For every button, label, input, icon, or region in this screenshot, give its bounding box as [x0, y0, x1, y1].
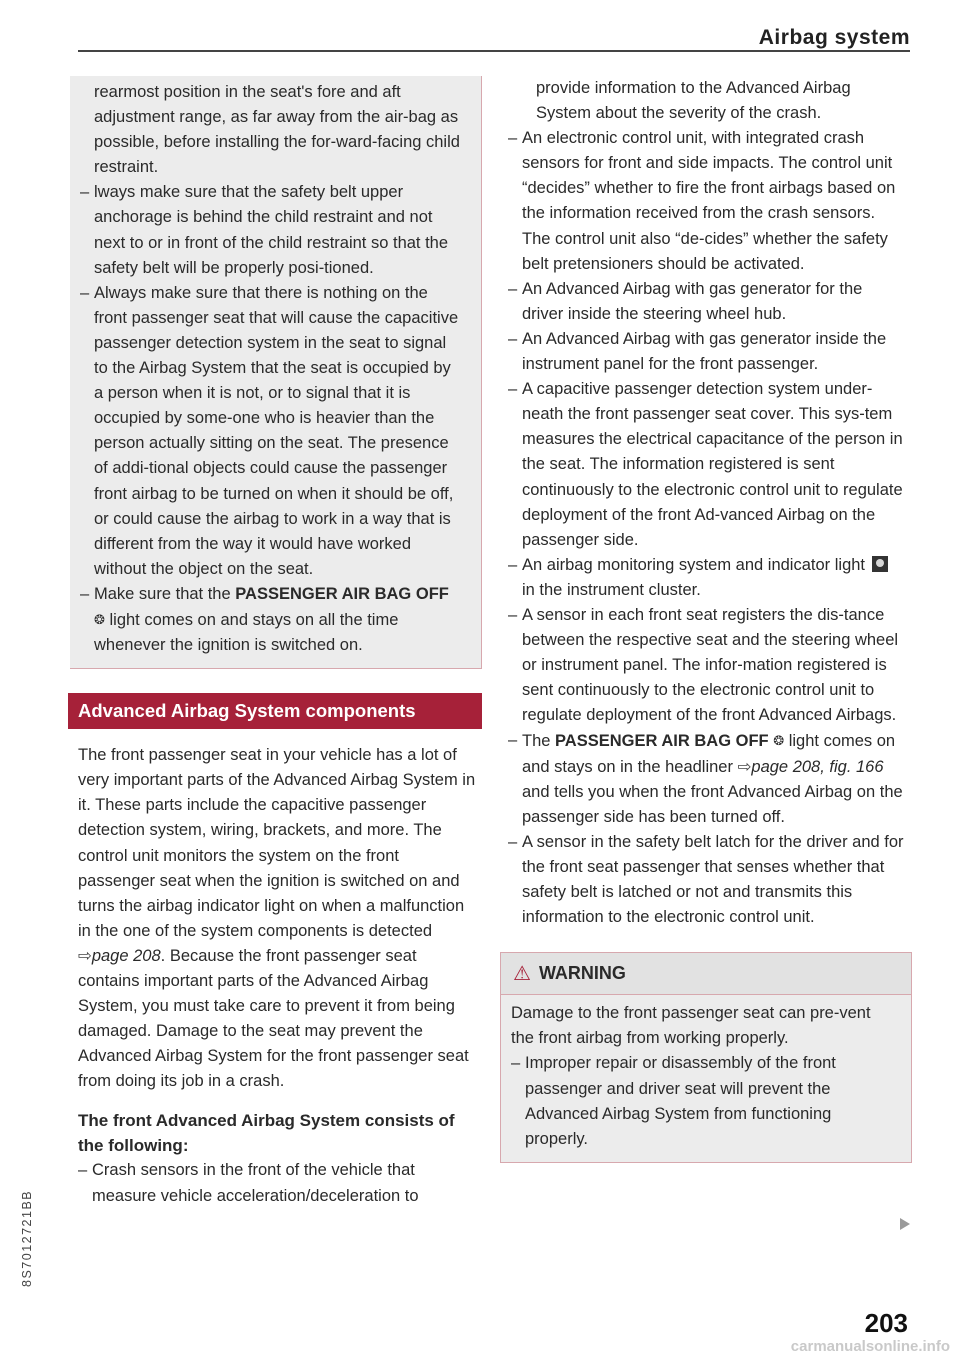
continue-arrow-icon	[900, 1218, 910, 1230]
component-item-pab: – The PASSENGER AIR BAG OFF ❂ light comes on and stays on in the headliner ⇨page 208, fig. 166 and tells you when the front Advanced Airbag on the passenger side has been turned off.	[508, 728, 906, 829]
component-item: – A sensor in the safety belt latch for the driver and for the front seat passenger that senses whether that safety belt is latched or not and transmits this information to the electronic control unit.	[508, 830, 906, 930]
caution-item: – lways make sure that the safety belt upper anchorage is behind the child restraint and not next to or in front of the child restraint so that the safety belt will be properly posi-tioned.	[80, 180, 463, 280]
header-rule	[78, 50, 910, 52]
warning-header	[501, 953, 911, 995]
component-item-monitor: – An airbag monitoring system and indicator light in the instrument cluster.	[508, 553, 906, 603]
warning-intro: Damage to the front passenger seat can pre-vent the front airbag from working properly.	[511, 1004, 871, 1048]
component-item: – An Advanced Airbag with gas generator inside the instrument panel for the front passenger.	[508, 327, 906, 377]
component-item: – Crash sensors in the front of the vehicle that measure vehicle acceleration/deceleration to	[78, 1158, 476, 1208]
reference-arrow-icon: ⇨	[737, 757, 752, 776]
caution-box	[70, 76, 482, 669]
warning-title: WARNING	[538, 963, 626, 984]
watermark: carmanualsonline.info	[790, 1338, 950, 1355]
page-reference-link[interactable]: page 208, fig. 166	[751, 757, 884, 776]
section-heading: Advanced Airbag System components	[68, 693, 482, 729]
components-subheading: The front Advanced Airbag System consists of the following:	[78, 1111, 455, 1156]
pab-label: PASSENGER AIR BAG OFF	[555, 732, 769, 751]
component-item: provide information to the Advanced Airbag System about the severity of the crash.	[536, 79, 851, 123]
pab-label: PASSENGER AIR BAG OFF	[235, 584, 449, 603]
right-column	[508, 76, 906, 1163]
warning-triangle-icon: ⚠	[513, 962, 531, 985]
reference-arrow-icon: ⇨	[78, 946, 92, 965]
components-list	[508, 76, 906, 930]
warning-list	[511, 1051, 895, 1151]
airbag-indicator-icon	[872, 556, 888, 572]
intro-paragraph: The front passenger seat in your vehicle has a lot of very important parts of the Advanced Airbag System in it. These parts include the capacitive passenger detection system, wiring, brackets, and more. The control unit monitors the system on the front passenger seat when the ignition is switched on and turns the airbag indicator light on when a malfunction in the one of the system components is detected ⇨page 208. Because the front passenger seat contains important parts of the Advanced Airbag System, you must take care to prevent it from being damaged. Damage to the seat may prevent the Advanced Airbag System for the front passenger seat from doing its job in a crash.	[78, 746, 476, 1091]
page-reference-link[interactable]: page 208	[91, 946, 161, 965]
passenger-airbag-off-icon: ❂	[94, 611, 105, 627]
page-header-title: Airbag system	[758, 26, 910, 49]
component-item: – A sensor in each front seat registers the dis-tance between the respective seat and the steering wheel or instrument panel. The infor-mation registered is sent continuously to the electronic control unit to regulate deployment of the front Advanced Airbags.	[508, 603, 906, 728]
passenger-airbag-off-icon: ❂	[773, 733, 785, 749]
warning-body	[501, 995, 911, 1162]
component-item: – An Advanced Airbag with gas generator for the driver inside the steering wheel hub.	[508, 277, 906, 327]
page-number: 203	[864, 1308, 908, 1338]
component-item: – An electronic control unit, with integrated crash sensors for front and side impacts. The control unit “decides” whether to fire the front airbags based on the information received from the crash sensors. The control unit also “de-cides” whether the safety belt pretensioners should be activated.	[508, 126, 906, 277]
caution-list	[80, 80, 463, 658]
caution-item: – Always make sure that there is nothing on the front passenger seat that will cause the capacitive passenger detection system in the seat to signal to the Airbag System that the seat is occupied by a person when it is not, or to signal that it is occupied by some-one who is heavier than the person actually sitting on the seat. The presence of addi-tional objects could cause the passenger front airbag to be turned on when it should be off, or could cause the airbag to work in a way that is different from the way it would have worked without the object on the seat.	[80, 281, 463, 582]
caution-item: rearmost position in the seat's fore and aft adjustment range, as far away from the air-bag as possible, before installing the for-ward-facing child restraint.	[94, 83, 460, 177]
component-item: – A capacitive passenger detection system under-neath the front passenger seat cover. This sys-tem measures the electrical capacitance of the person in the seat. The information registered is sent continuously to the electronic control unit to regulate deployment of the front Ad-vanced Airbag on the passenger side.	[508, 377, 906, 553]
document-code: 8S7012721BB	[20, 1189, 34, 1287]
components-list-start	[78, 1158, 476, 1208]
left-column	[78, 76, 476, 1209]
caution-item-pab: – Make sure that the PASSENGER AIR BAG OFF ❂ light comes on and stays on all the time whenever the ignition is switched on.	[80, 582, 463, 658]
warning-item: – Improper repair or disassembly of the front passenger and driver seat will prevent the Advanced Airbag System from functioning properly.	[511, 1051, 895, 1151]
warning-box	[500, 952, 912, 1163]
